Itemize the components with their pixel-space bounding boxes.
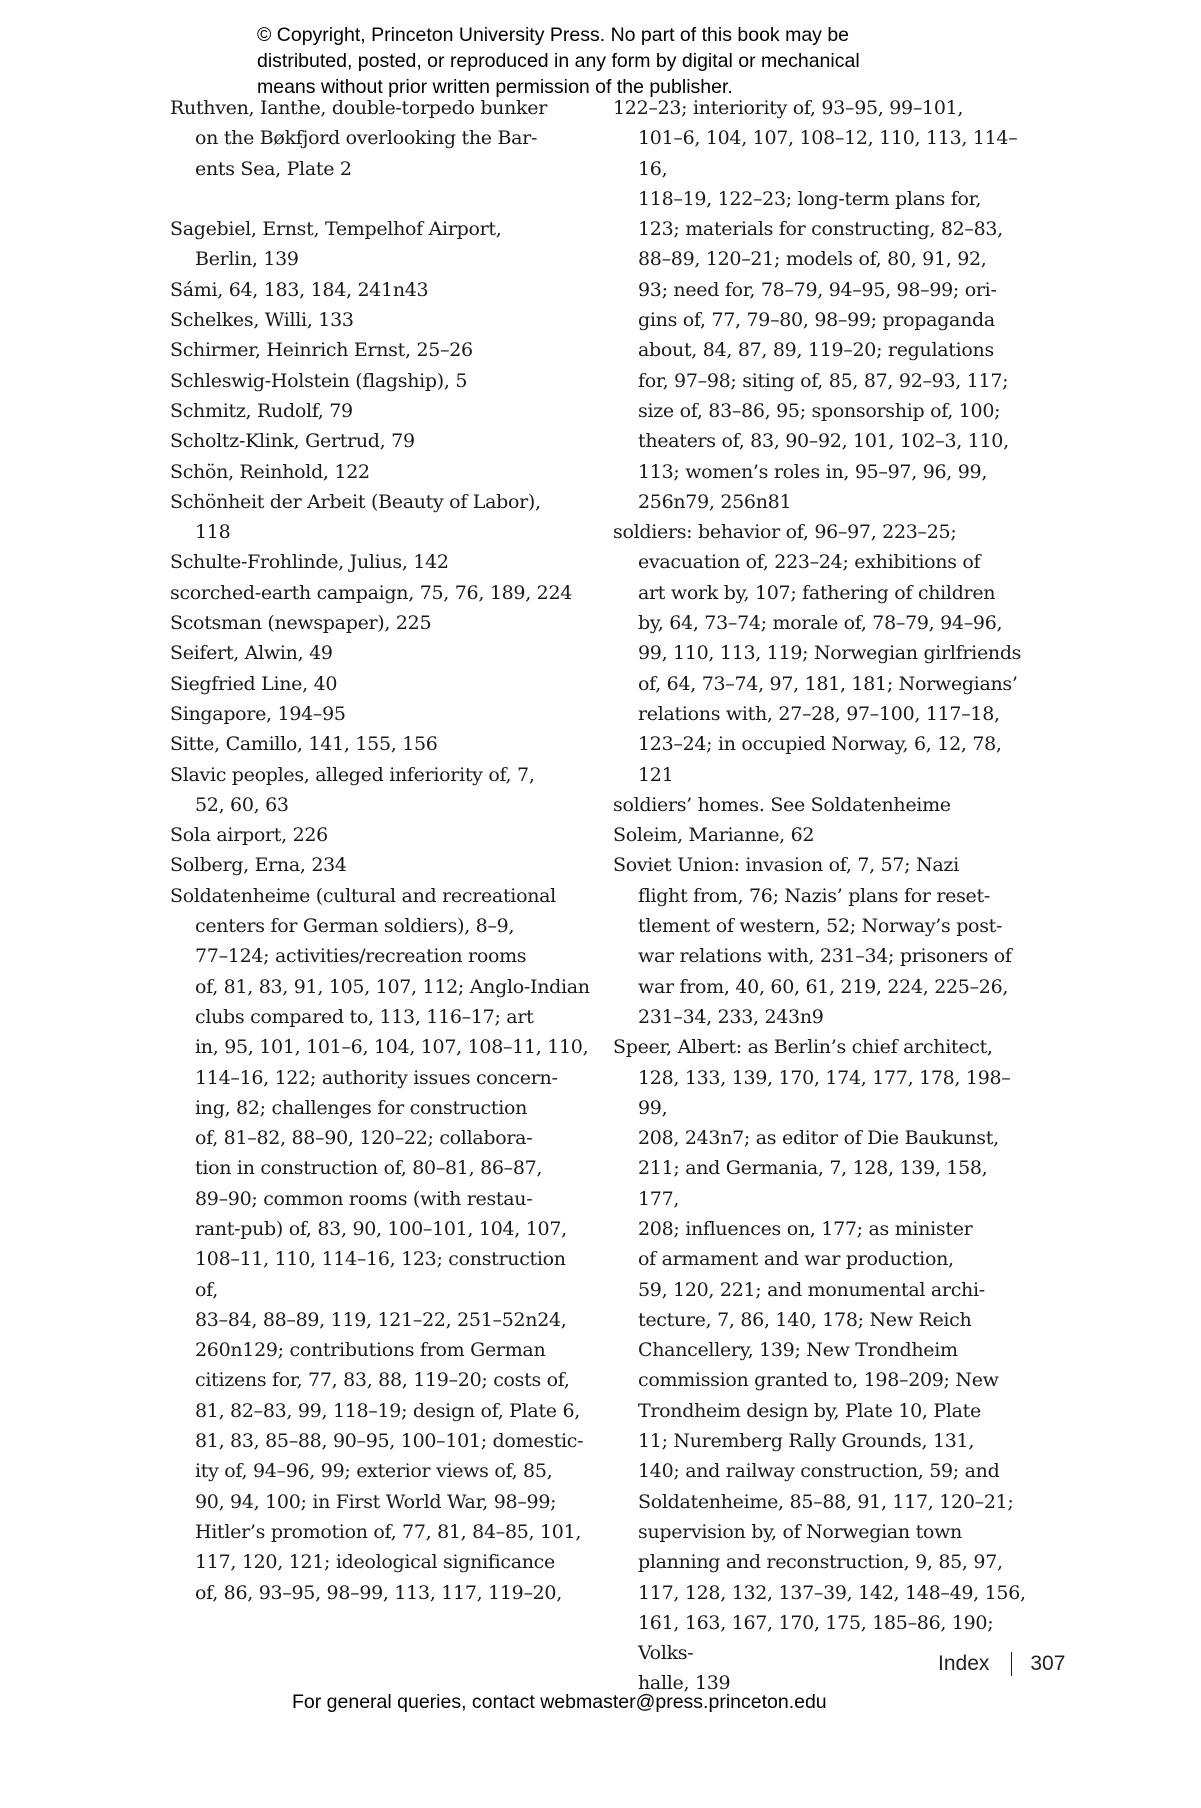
index-entry: scorched-earth campaign, 75, 76, 189, 224 <box>170 581 573 604</box>
index-entry: Scotsman (newspaper), 225 <box>170 612 432 635</box>
index-entry: Speer, Albert: as Berlin’s chief architect, 128, 133, 139, 170, 174, 177, 178, 198–99, 208, 243n7; as editor of Die Baukunst, 211; and Germania, 7, 128, 139, 158, 177, 208; influences on, 177; as minister of armament and war production, 59, 120, 221; and monumental archi- tecture, 7, 86, 140, 178; New Reich Chancellery, 139; New Trondheim commission granted to, 198–209; New Trondheim design by, Plate 10, Plate 11; Nuremberg Rally Grounds, 131, 140; and railway construction, 59; and Soldatenheime, 85–88, 91, 117, 120–21; supervision by, of Norwegian town planning and reconstruction, 9, 85, 97, 117, 128, 132, 137–39, 142, 148–49, 156, 161, 163, 167, 170, 175, 185–86, 190; Volks- halle, 139 <box>613 1036 1026 1695</box>
index-entry: Schönheit der Arbeit (Beauty of Labor), 118 <box>170 490 541 544</box>
copyright-line: distributed, posted, or reproduced in any form by digital or mechanical <box>257 50 860 72</box>
running-footer <box>938 1652 1065 1676</box>
page-number: 307 <box>1030 1652 1066 1675</box>
index-column-left <box>170 93 590 1608</box>
index-entry: Soviet Union: invasion of, 7, 57; Nazi flight from, 76; Nazis’ plans for reset- tlement of western, 52; Norway’s post- war relations with, 231–34; prisoners of war from, 40, 60, 61, 219, 224, 225–26, 231–34, 233, 243n9 <box>613 854 1012 1028</box>
index-entry: Scholtz-Klink, Gertrud, 79 <box>170 430 415 453</box>
index-entry: Sitte, Camillo, 141, 155, 156 <box>170 733 438 756</box>
index-entry: Siegfried Line, 40 <box>170 672 338 695</box>
index-entry: Schulte-Frohlinde, Julius, 142 <box>170 551 449 574</box>
index-entry: Schleswig-Holstein (flagship), 5 <box>170 369 468 392</box>
index-entry: Soldatenheime (cultural and recreational centers for German soldiers), 8–9, 77–124; activities/recreation rooms of, 81, 83, 91, 105, 107, 112; Anglo-Indian clubs compared to, 113, 116–17; art in, 95, 101, 101–6, 104, 107, 108–11, 110, 114–16, 122; authority issues concern- ing, 82; challenges for construction of, 81–82, 88–90, 120–22; collabora- tion in construction of, 80–81, 86–87, 89–90; common rooms (with restau- rant-pub) of, 83, 90, 100–101, 104, 107, 108–11, 110, 114–16, 123; construction of, 83–84, 88–89, 119, 121–22, 251–52n24, 260n129; contributions from German citizens for, 77, 83, 88, 119–20; costs of, 81, 82–83, 99, 118–19; design of, Plate 6, 81, 83, 85–88, 90–95, 100–101; domestic- ity of, 94–96, 99; exterior views of, 85, 90, 94, 100; in First World War, 98–99; Hitler’s promotion of, 77, 81, 84–85, 101, 117, 120, 121; ideological significance of, 86, 93–95, 98–99, 113, 117, 119–20, <box>170 884 590 1604</box>
index-entry: Soleim, Marianne, 62 <box>613 824 815 847</box>
contact-notice: For general queries, contact webmaster@press.princeton.edu <box>292 1691 827 1713</box>
index-entry: Sámi, 64, 183, 184, 241n43 <box>170 278 429 301</box>
index-entry: Solberg, Erna, 234 <box>170 854 347 877</box>
index-entry: Sagebiel, Ernst, Tempelhof Airport, Berlin, 139 <box>170 218 502 271</box>
index-entry: Singapore, 194–95 <box>170 702 346 725</box>
index-entry: Schirmer, Heinrich Ernst, 25–26 <box>170 339 473 362</box>
index-entry: Schön, Reinhold, 122 <box>170 460 370 483</box>
index-entry: Schmitz, Rudolf, 79 <box>170 399 353 422</box>
index-entry: Slavic peoples, alleged inferiority of, 7, 52, 60, 63 <box>170 763 535 816</box>
copyright-line: means without prior written permission of the publisher. <box>257 76 733 98</box>
footer-divider <box>1011 1652 1012 1676</box>
index-entry: Seifert, Alwin, 49 <box>170 642 333 665</box>
index-entry: soldiers’ homes. See Soldatenheime <box>613 793 951 816</box>
copyright-notice <box>257 22 1017 100</box>
index-entry: soldiers: behavior of, 96–97, 223–25; evacuation of, 223–24; exhibitions of art work by, 107; fathering of children by, 64, 73–74; morale of, 78–79, 94–96, 99, 110, 113, 119; Norwegian girlfriends of, 64, 73–74, 97, 181, 181; Norwegians’ relations with, 27–28, 97–100, 117–18, 123–24; in occupied Norway, 6, 12, 78, 121 <box>613 521 1022 786</box>
index-entry: 122–23; interiority of, 93–95, 99–101, 101–6, 104, 107, 108–12, 110, 113, 114–16, 118–19, 122–23; long-term plans for, 123; materials for constructing, 82–83, 88–89, 120–21; models of, 80, 91, 92, 93; need for, 78–79, 94–95, 98–99; ori- gins of, 77, 79–80, 98–99; propaganda about, 84, 87, 89, 119–20; regulations for, 97–98; siting of, 85, 87, 92–93, 117; size of, 83–86, 95; sponsorship of, 100; theaters of, 83, 90–92, 101, 102–3, 110, 113; women’s roles in, 95–97, 96, 99, 256n79, 256n81 <box>613 97 1018 513</box>
index-entry: Schelkes, Willi, 133 <box>170 309 354 332</box>
index-column-right <box>613 93 1033 1699</box>
index-entry: Sola airport, 226 <box>170 824 328 847</box>
index-entry: Ruthven, Ianthe, double-torpedo bunker on the Bøkfjord overlooking the Bar- ents Sea, Plate 2 <box>170 97 547 180</box>
section-label: Index <box>938 1652 990 1675</box>
copyright-line: © Copyright, Princeton University Press. No part of this book may be <box>257 24 850 46</box>
